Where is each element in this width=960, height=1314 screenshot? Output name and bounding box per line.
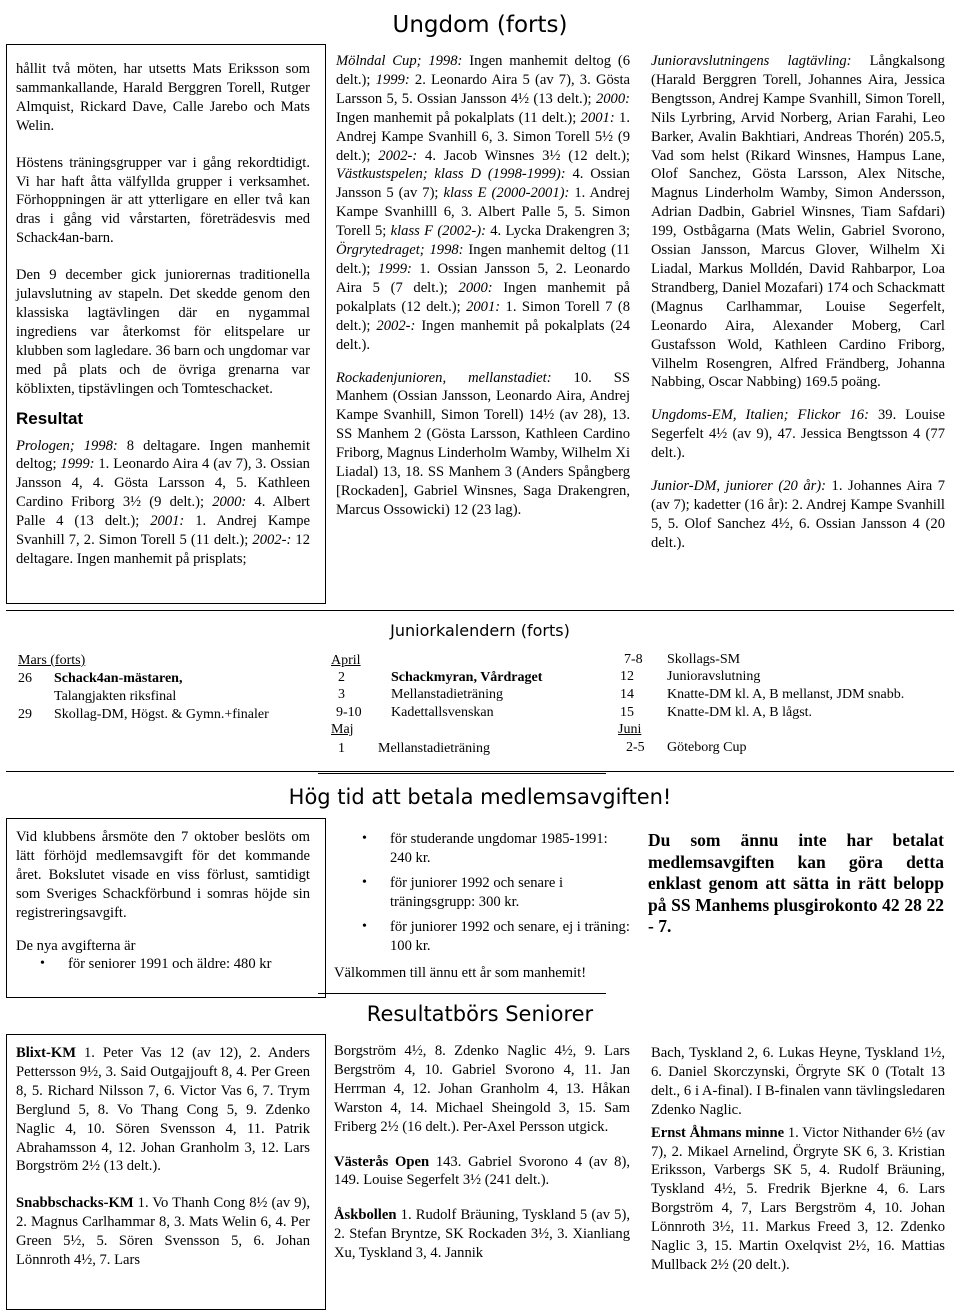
askbollen-label: Åskbollen <box>334 1207 397 1224</box>
result-text: 1. Andrej Kampe Svanhilll 6, 3. Albert Palle 5, 5. Simon Torell 5; <box>336 185 631 240</box>
ungdom-col1 <box>16 60 310 569</box>
year-label: 2002-: <box>378 147 418 164</box>
fee-text: för seniorer 1991 och äldre: 480 kr <box>68 956 272 973</box>
month-juni: Juni <box>618 722 642 737</box>
result-text: 1. Johannes Aira 7 (av 7); kadetter (16 år): 2. Andrej Kampe Svanhill 5, 5. Olof Sanchez 4½, 6. Ossian Jansson 4 (20 delt.). <box>651 478 945 551</box>
fee-item <box>362 918 632 956</box>
bullet-icon: • <box>362 874 367 890</box>
year-label: 2000: <box>458 279 493 296</box>
result-text: 1. Rudolf Bräuning, Tyskland 5 (av 5), 2. Stefan Bryntze, SK Rockaden 3½, 3. Xianliang Xu, Tyskland 3, 4. Jannik <box>334 1207 630 1262</box>
month-maj: Maj <box>331 722 354 737</box>
bullet-icon: • <box>362 831 367 846</box>
cal-event: Kadettallsvenskan <box>391 705 494 720</box>
result-text: 10. SS Manhem (Ossian Jansson, Leonardo Aira, Andrej Kampe Svanhill, Simon Torell) 14½ (av 28), 13. SS Manhem 2 (Gösta Larsson, Kathleen Cardino Friborg, Magnus Linderholm Wamby, Wilhelm Xi Liadal) 13, 18. SS Manhem 3 (Anders Spångberg [Rockaden], Gabriel Winsnes, Saga Drakengren, Marcus Ossowicki) 12 (23 lag). <box>336 369 630 518</box>
divider <box>318 773 606 774</box>
cal-event: Skollag-DM, Högst. & Gymn.+finaler <box>54 707 269 722</box>
year-label: 2001: <box>580 109 615 126</box>
blixt-km-results <box>16 1044 310 1176</box>
cal-event: Schack4an-mästaren, <box>54 671 183 686</box>
cal-date: 9-10 <box>336 705 362 720</box>
senior-results-cont: Borgström 4½, 8. Zdenko Naglic 4½, 9. Lars Bergström 4, 10. Gabriel Svorono 4, 11. Jan Herrman 4, 12. Johan Granholm 4, 13. Håkan Warston 4, 14. Michael Sheingold 3, 15. Sam Friberg 2½ (16 delt.). Per-Axel Persson utgick. <box>334 1043 630 1135</box>
result-text: 4. Lycka Drakengren 3; <box>485 223 630 240</box>
ungdom-p1: hållit två möten, har utsetts Mats Eriksson som sammankallande, Harald Berggren Torell, Rutger Almquist, Rickard Dave, Calle Jarebo och Mats Welin. <box>16 61 310 134</box>
year-label: 2000: <box>212 494 247 511</box>
divider <box>6 771 954 772</box>
year-label: 2002-: <box>376 317 416 334</box>
cal-date: 1 <box>338 741 345 756</box>
cal-event: Junioravslutning <box>667 669 761 684</box>
senior-col3 <box>651 1044 945 1275</box>
ungdom-p3: Den 9 december gick juniorernas traditionella julavslutning av stapeln. Det skedde genom den klassiska lagtävlingen där en nygammal ingrediens var återkomst för elitspelare ur klubben som lagledare. 36 barn och ungdomar var med på plats och de övriga grenarna var köblixten, tipstävlingen och Tomteschacket. <box>16 267 310 397</box>
avgift-col2 <box>362 830 632 955</box>
avgift-p1: Vid klubbens årsmöte den 7 oktober beslöts om lätt förhöjd medlemsavgift för det kommande året. Bokslutet visade en viss förlust, samtidigt som Sveriges Schackförbund i somras höjde sin registreringsavgift. <box>16 829 310 921</box>
cal-event: Knatte-DM kl. A, B lågst. <box>667 705 813 720</box>
avgift-welcome: Välkommen till ännu ett år som manhemit! <box>334 965 587 981</box>
result-text: 1. Ossian Jansson 5, 2. Leonardo Aira 5 (7 delt.); <box>336 260 630 296</box>
ernst-ahman-label: Ernst Åhmans minne <box>651 1124 785 1141</box>
rockaden-label: Rockadenjunioren, mellanstadiet: <box>336 369 552 386</box>
year-label: 2002-: <box>252 532 292 549</box>
divider <box>6 610 954 611</box>
result-text: 4. Jacob Winsnes 3½ (12 delt.); <box>417 147 630 164</box>
ungdom-col2 <box>336 52 630 520</box>
cal-event: Mellanstadieträning <box>391 687 503 702</box>
cal-event: Knatte-DM kl. A, B mellanst, JDM snabb. <box>667 687 905 702</box>
avgift-p2: De nya avgifterna är <box>16 937 136 954</box>
senior-title: Resultatbörs Seniorer <box>366 1002 594 1026</box>
ungdom-title: Ungdom (forts) <box>392 12 568 38</box>
fee-item <box>40 955 310 974</box>
cal-date: 2 <box>338 670 345 685</box>
result-text: 143. Gabriel Svorono 4 (av 8), 149. Louise Segerfelt 3½ (241 delt.). <box>334 1153 630 1189</box>
year-label: 2000: <box>595 90 630 107</box>
kalender-title: Juniorkalendern (forts) <box>390 621 570 640</box>
cal-date: 7-8 <box>624 652 643 667</box>
vastkust-label: Västkustspelen; klass D (1998-1999): <box>336 166 566 183</box>
result-text: 2. Leonardo Aira 5 (av 7), 3. Gösta Larsson 5, 5. Ossian Jansson 4½ (13 delt.); <box>336 71 630 107</box>
result-text: Ingen manhemit på pokalplats (24 delt.). <box>336 317 630 353</box>
class-label: klass E (2000-2001): <box>443 185 570 202</box>
julavslutning-results <box>651 52 945 392</box>
result-text: 1. Victor Nithander 6½ (av 7), 2. Mikael Arnelind, Örgryte SK 6, 3. Kristian Eriksson, Varbergs SK 5, 4. Rudolf Bräuning, Tyskland 4½, 5. Fredrik Bjerkne 4, 6. Lars Borgström 4, 7, Lars Bergström 4, 10. Johan Lönnroth 3½, 11. Markus Freed 3, 12. Zdenko Naglic 3, 15. Martin Oxelqvist 2½, 16. Mattias Mullback 2½ (20 delt.). <box>651 1124 945 1273</box>
result-text: 4. Albert Palle 4 (13 delt.); <box>16 494 310 530</box>
prologen-label: Prologen; 1998: <box>16 437 118 454</box>
molndal-results <box>336 52 630 355</box>
result-text: Ingen manhemit på pokalplats (12 delt.); <box>336 279 630 315</box>
cal-date: 15 <box>620 705 634 720</box>
ungdom-p2: Höstens träningsgrupper var i gång rekordtidigt. Vi har haft åtta välfyllda grupper i verksamhet. Förhoppningen är att ytterligare en eller två kan dras i gång vid vårstarten, företrädesvis med Schack4an-barn. <box>16 154 310 247</box>
result-text: 1. Vo Thanh Cong 8½ (av 9), 2. Magnus Carlhammar 8, 3. Mats Welin 6, 4. Per Green 5½, 5. Sören Svensson 5, 6. Johan Lönnroth 4½, 7. Lars <box>16 1195 310 1269</box>
result-text: 12 deltagare. Ingen manhemit på prisplats; <box>16 532 310 567</box>
result-text: 1. Peter Vas 12 (av 12), 2. Anders Pettersson 9½, 3. Said Outgajjouft 8, 4. Per Green 8, 5. Richard Nilsson 7, 6. Victor Vas 6, 7. Trym Berglund 5, 8. Vo Thang Cong 5, 9. Zdenko Naglic 4, 10. Sören Svensson 4, 11. Patrik Abrahamsson 4, 12. Johan Granholm 3, 12. Lars Borgström 2½ (13 delt.). <box>16 1045 310 1175</box>
result-text: 4. Ossian Jansson 5 (av 7); <box>336 166 630 202</box>
bullet-icon: • <box>362 918 367 934</box>
blixt-km-label: Blixt-KM <box>16 1045 76 1061</box>
cal-date: 3 <box>338 687 345 702</box>
askbollen-results <box>334 1206 630 1263</box>
cal-event: Göteborg Cup <box>667 740 747 755</box>
result-text: 1. Leonardo Aira 4 (av 7), 3. Ossian Jansson 4, 4. Gösta Larsson 4, 5. Kathleen Cardino Friborg 3½ (9 delt.); <box>16 456 310 511</box>
year-label: 1999: <box>375 71 410 88</box>
snabb-km-label: Snabbschacks-KM <box>16 1195 134 1212</box>
ungdoms-em-results <box>651 406 945 463</box>
molndal-label: Mölndal Cup; 1998: <box>336 53 463 69</box>
prologen-results <box>16 437 310 569</box>
fee-text: för studerande ungdomar 1985-1991: 240 kr. <box>390 831 608 866</box>
cal-date: 12 <box>620 669 634 684</box>
year-label: 2001: <box>466 298 501 315</box>
result-text: Ingen manhemit deltog (6 delt.); <box>336 53 630 88</box>
ungdom-col3 <box>651 52 945 553</box>
bullet-icon: • <box>40 956 45 972</box>
julavslutning-label: Junioravslutningens lagtävling: <box>651 53 852 69</box>
resultat-heading: Resultat <box>16 408 84 428</box>
result-text: Ingen manhemit på pokalplats (11 delt.); <box>336 109 581 126</box>
avgift-title: Hög tid att betala medlemsavgiften! <box>288 785 672 809</box>
cal-event: Skollags-SM <box>667 652 741 667</box>
cal-event: Schackmyran, Vårdraget <box>391 670 543 685</box>
result-text: Långkalsong (Harald Berggren Torell, Johannes Aira, Jessica Bengtsson, Andrej Kampe Svanhill, Simon Torell, Nils Lyrbring, Arvid Norberg, Arian Farahi, Leo Barker, Avalin Bakhtiari, Andreas Thorén) 205.5, Vad som helst (Rikard Winsnes, Hampus Lane, Olof Sanchez, Gösta Larsson, Alex Nitsche, Magnus Linderholm Wamby, Simon Andersson, Adrian Dadbin, Gabriel Winsnes, Tiam Safdari) 199, Ostbågarna (Mats Welin, Gabriel Svorono, Ossian Jansson, Marcus Glover, Wilhelm Xi Liadal, Markus Molldén, David Rahbarpor, Loa Strandberg, Daniel Mozafari) 174 och Schackmatt (Magnus Carlhammar, Louise Segerfelt, Leonardo Aira, Alexander Moberg, Carl Gustafsson Wold, Kathleen Cardino Friborg, Vilhelm Rosengren, Alfred Frändberg, Johanna Nabbing, Oscar Nabbing) 169.5 poäng. <box>651 53 945 391</box>
fee-text: för juniorer 1992 och senare i träningsgrupp: 300 kr. <box>390 874 564 910</box>
senior-col1 <box>16 1044 310 1270</box>
vasteras-label: Västerås Open <box>334 1153 430 1170</box>
avgift-callout: Du som ännu inte har betalat medlemsavgiften kan göra detta enklast genom att sätta in rätt belopp på SS Manhems plusgirokonto 42 28 22 - 7. <box>648 830 944 936</box>
year-label: 1999: <box>60 456 95 473</box>
snabb-km-results <box>16 1194 310 1270</box>
orgryte-label: Örgrytedraget; 1998: <box>336 242 464 259</box>
year-label: 2001: <box>150 513 185 530</box>
result-text: Ingen manhemit deltog (11 delt.); <box>336 242 630 277</box>
result-text: 1. Andrej Kampe Svanhill 6, 3. Simon Torell 5½ (9 delt.); <box>336 109 630 164</box>
fee-item <box>362 874 632 912</box>
prologen-text: 8 deltagare. Ingen manhemit deltog; <box>16 437 311 473</box>
senior-results-cont: Bach, Tyskland 2, 6. Lukas Heyne, Tyskland 1½, 6. Daniel Skorczynski, Örgryte SK 0 (Totalt 13 delt., 6 i A-final). I B-finalen vann tävlingsledaren Zdenko Naglic. <box>651 1045 945 1118</box>
cal-event: Mellanstadieträning <box>378 741 490 756</box>
fee-item <box>362 830 632 868</box>
cal-date: 14 <box>620 687 634 702</box>
ungdoms-em-label: Ungdoms-EM, Italien; Flickor 16: <box>651 407 869 424</box>
result-text: 1. Simon Torell 7 (8 delt.); <box>336 298 630 334</box>
month-april: April <box>331 653 361 668</box>
month-mars: Mars (forts) <box>18 653 86 668</box>
rockaden-results <box>336 369 630 520</box>
cal-event: Talangjakten riksfinal <box>54 689 177 704</box>
junior-dm-results <box>651 477 945 553</box>
cal-date: 2-5 <box>626 740 645 755</box>
junior-dm-label: Junior-DM, juniorer (20 år): <box>651 478 827 495</box>
divider <box>318 993 606 994</box>
senior-col2 <box>334 1042 630 1263</box>
avgift-col1 <box>16 828 310 974</box>
cal-date: 26 <box>18 671 32 686</box>
cal-date: 29 <box>18 707 32 722</box>
fee-text: för juniorer 1992 och senare, ej i träning: 100 kr. <box>390 918 630 954</box>
result-text: 1. Andrej Kampe Svanhill 7, 2. Simon Torell 5 (11 delt.); <box>16 513 310 549</box>
ernst-ahman-results <box>651 1124 945 1275</box>
year-label: 1999: <box>377 260 412 277</box>
vasteras-results <box>334 1153 630 1191</box>
result-text: 39. Louise Segerfelt 4½ (av 9), 47. Jessica Bengtsson 4 (77 delt.). <box>651 407 945 462</box>
class-label: klass F (2002-): <box>390 223 486 240</box>
